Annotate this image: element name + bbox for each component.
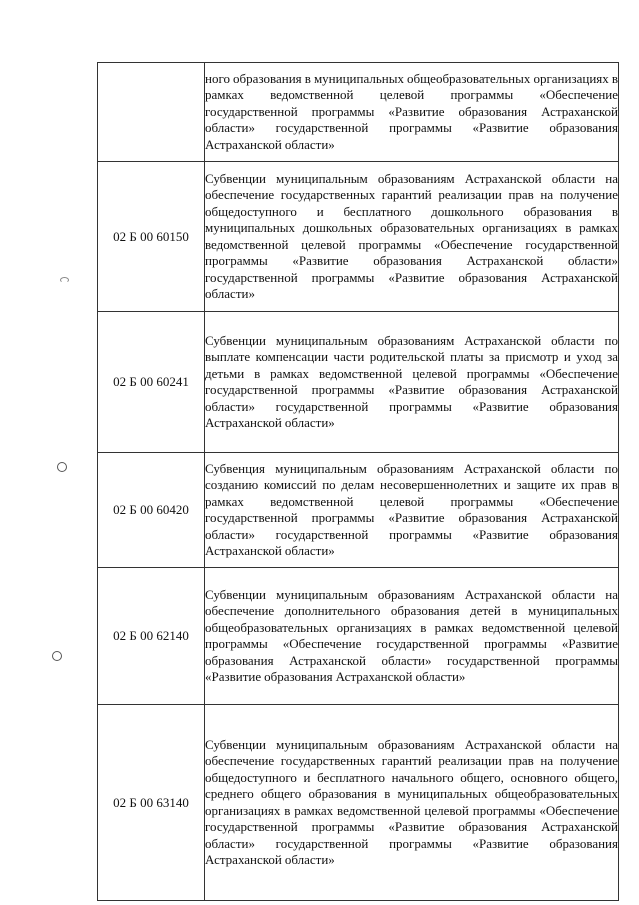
punch-hole-mark [52, 651, 62, 661]
budget-code-cell [98, 63, 205, 162]
punch-hole-mark [57, 462, 67, 472]
budget-code-cell: 02 Б 00 63140 [98, 705, 205, 901]
description-cell: Субвенция муниципальным образованиям Астраханской области по созданию комиссий по делам несовершеннолетних и защите их прав в рамках ведомственной целевой программы «Обеспечение государственной программы «Развитие образования Астраханской области» государственной программы «Развитие образования Астраханской области» [205, 453, 619, 568]
table-row [98, 705, 619, 901]
table-row [98, 312, 619, 453]
budget-code-cell: 02 Б 00 60150 [98, 162, 205, 312]
budget-code-cell: 02 Б 00 60241 [98, 312, 205, 453]
description-cell: Субвенции муниципальным образованиям Астраханской области на обеспечение государственных гарантий реализации прав на получение общедоступного и бесплатного дошкольного образования в муниципальных дошкольных образовательных организациях в рамках ведомственной целевой программы «Обеспечение государственной программы «Развитие образования Астраханской области» государственной программы «Развитие образования Астраханской области» [205, 162, 619, 312]
table-row [98, 63, 619, 162]
table-row [98, 453, 619, 568]
budget-code-cell: 02 Б 00 62140 [98, 568, 205, 705]
description-cell: Субвенции муниципальным образованиям Астраханской области на обеспечение дополнительного образования детей в муниципальных общеобразовательных организациях в рамках ведомственной целевой программы «Обеспечение государственной программы «Развитие образования Астраханской области» государственной программы «Развитие образования Астраханской области» [205, 568, 619, 705]
description-cell: Субвенции муниципальным образованиям Астраханской области на обеспечение государственных гарантий реализации прав на получение общедоступного и бесплатного начального общего, основного общего, среднего общего образования в муниципальных общеобразовательных организациях в рамках ведомственной целевой программы «Обеспечение государственной программы «Развитие образования Астраханской области» государственной программы «Развитие образования Астраханской области» [205, 705, 619, 901]
punch-hole-mark [60, 277, 69, 283]
budget-code-cell: 02 Б 00 60420 [98, 453, 205, 568]
table-row [98, 568, 619, 705]
description-cell: Субвенции муниципальным образованиям Астраханской области по выплате компенсации части родительской платы за присмотр и уход за детьми в рамках ведомственной целевой программы «Обеспечение государственной программы «Развитие образования Астраханской области» государственной программы «Развитие образования Астраханской области» [205, 312, 619, 453]
budget-classification-table [97, 62, 619, 901]
table-row [98, 162, 619, 312]
description-cell: ного образования в муниципальных общеобразовательных организациях в рамках ведомственной целевой программы «Обеспечение государственной программы «Развитие образования Астраханской области» государственной программы «Развитие образования Астраханской области» [205, 63, 619, 162]
